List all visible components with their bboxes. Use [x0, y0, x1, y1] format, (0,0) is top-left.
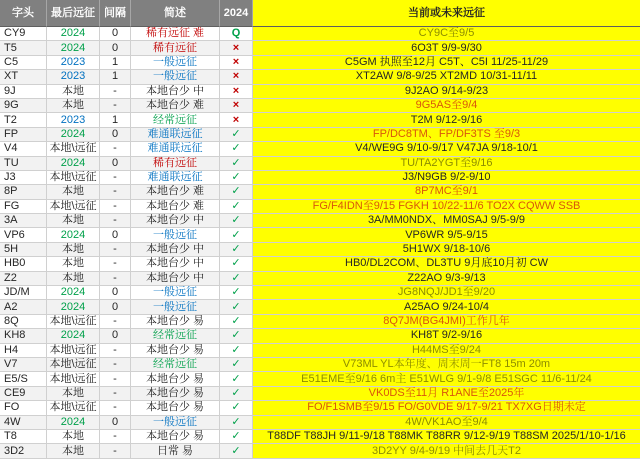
last-expedition-cell: 本地 [47, 99, 100, 113]
last-expedition-cell: 本地\远征 [47, 372, 100, 386]
interval-cell: 0 [100, 286, 131, 300]
summary-cell: 难通联远征 [131, 128, 220, 142]
last-expedition-cell: 本地 [47, 430, 100, 444]
status-2024-cell: ✓ [220, 243, 253, 257]
last-expedition-cell: 本地 [47, 85, 100, 99]
prefix-cell: T5 [0, 41, 47, 55]
table-row [0, 243, 640, 257]
summary-cell: 难通联远征 [131, 142, 220, 156]
interval-cell: - [100, 85, 131, 99]
interval-cell: - [100, 387, 131, 401]
status-2024-cell: ✓ [220, 444, 253, 458]
interval-cell: - [100, 315, 131, 329]
status-2024-cell: × [220, 99, 253, 113]
interval-cell: - [100, 142, 131, 156]
interval-cell: 0 [100, 128, 131, 142]
table-row [0, 430, 640, 444]
header-interval: 间隔 [100, 0, 131, 27]
summary-cell: 本地台少 易 [131, 430, 220, 444]
current-expedition-cell: JG8NQJ/JD1至9/20 [253, 286, 640, 300]
interval-cell: 1 [100, 56, 131, 70]
table-row [0, 56, 640, 70]
last-expedition-cell: 本地\远征 [47, 358, 100, 372]
current-expedition-cell: VP6WR 9/5-9/15 [253, 228, 640, 242]
prefix-cell: T2 [0, 113, 47, 127]
status-2024-cell: ✓ [220, 257, 253, 271]
prefix-cell: 9G [0, 99, 47, 113]
interval-cell: 1 [100, 70, 131, 84]
prefix-cell: 8Q [0, 315, 47, 329]
summary-cell: 本地台少 易 [131, 344, 220, 358]
current-expedition-cell: V73ML YL本年度、周末周一FT8 15m 20m [253, 358, 640, 372]
interval-cell: 0 [100, 228, 131, 242]
prefix-cell: CE9 [0, 387, 47, 401]
current-expedition-cell: FP/DC8TM、FP/DF3TS 至9/3 [253, 128, 640, 142]
prefix-cell: FG [0, 200, 47, 214]
interval-cell: - [100, 444, 131, 458]
interval-cell: - [100, 99, 131, 113]
current-expedition-cell: 5H1WX 9/18-10/6 [253, 243, 640, 257]
prefix-cell: FO [0, 401, 47, 415]
prefix-cell: A2 [0, 300, 47, 314]
summary-cell: 一般远征 [131, 228, 220, 242]
table-row [0, 401, 640, 415]
interval-cell: - [100, 372, 131, 386]
last-expedition-cell: 本地 [47, 243, 100, 257]
table-row [0, 416, 640, 430]
table-row [0, 372, 640, 386]
interval-cell: 0 [100, 300, 131, 314]
last-expedition-cell: 本地\远征 [47, 315, 100, 329]
prefix-cell: KH8 [0, 329, 47, 343]
summary-cell: 一般远征 [131, 286, 220, 300]
status-2024-cell: ✓ [220, 272, 253, 286]
table-row [0, 171, 640, 185]
summary-cell: 一般远征 [131, 70, 220, 84]
table-row [0, 329, 640, 343]
prefix-cell: VP6 [0, 228, 47, 242]
table-row [0, 286, 640, 300]
status-2024-cell: ✓ [220, 171, 253, 185]
table-row [0, 344, 640, 358]
summary-cell: 稀有远征 [131, 157, 220, 171]
prefix-cell: FP [0, 128, 47, 142]
summary-cell: 本地台少 中 [131, 85, 220, 99]
interval-cell: - [100, 401, 131, 415]
summary-cell: 一般远征 [131, 56, 220, 70]
prefix-cell: 8P [0, 185, 47, 199]
current-expedition-cell: HB0/DL2COM、DL3TU 9月底10月初 CW [253, 257, 640, 271]
status-2024-cell: ✓ [220, 200, 253, 214]
prefix-cell: 3A [0, 214, 47, 228]
current-expedition-cell: FG/F4IDN至9/15 FGKH 10/22-11/6 TO2X CQWW SSB [253, 200, 640, 214]
prefix-cell: C5 [0, 56, 47, 70]
status-2024-cell: ✓ [220, 300, 253, 314]
current-expedition-cell: 4W/VK1AO至9/4 [253, 416, 640, 430]
status-2024-cell: ✓ [220, 157, 253, 171]
table-row [0, 358, 640, 372]
status-2024-cell: ✓ [220, 430, 253, 444]
summary-cell: 本地台少 难 [131, 200, 220, 214]
interval-cell: 1 [100, 113, 131, 127]
status-2024-cell: ✓ [220, 142, 253, 156]
current-expedition-cell: FO/F1SMB至9/15 FO/G0VDE 9/17-9/21 TX7XG日期未定 [253, 401, 640, 415]
table-row [0, 315, 640, 329]
interval-cell: - [100, 430, 131, 444]
last-expedition-cell: 2024 [47, 416, 100, 430]
summary-cell: 经常远征 [131, 329, 220, 343]
current-expedition-cell: C5GM 执照至12月 C5T、C5I 11/25-11/29 [253, 56, 640, 70]
current-expedition-cell: XT2AW 9/8-9/25 XT2MD 10/31-11/11 [253, 70, 640, 84]
last-expedition-cell: 本地\远征 [47, 142, 100, 156]
current-expedition-cell: VK0DS至11月 R1ANE至2025年 [253, 387, 640, 401]
interval-cell: - [100, 257, 131, 271]
last-expedition-cell: 本地 [47, 257, 100, 271]
interval-cell: - [100, 272, 131, 286]
summary-cell: 本地台少 易 [131, 401, 220, 415]
summary-cell: 本地台少 中 [131, 272, 220, 286]
prefix-cell: H4 [0, 344, 47, 358]
current-expedition-cell: 8Q7JM(BG4JMI)工作几年 [253, 315, 640, 329]
header-current-expedition: 当前或未来远征 [253, 0, 640, 27]
summary-cell: 一般远征 [131, 300, 220, 314]
current-expedition-cell: Z22AO 9/3-9/13 [253, 272, 640, 286]
last-expedition-cell: 本地\远征 [47, 344, 100, 358]
table-body [0, 27, 640, 459]
summary-cell: 本地台少 易 [131, 387, 220, 401]
table-row [0, 214, 640, 228]
interval-cell: - [100, 200, 131, 214]
current-expedition-cell: J3/N9GB 9/2-9/10 [253, 171, 640, 185]
summary-cell: 稀有远征 [131, 41, 220, 55]
prefix-cell: TU [0, 157, 47, 171]
header-last-expedition: 最后远征 [47, 0, 100, 27]
table-row [0, 70, 640, 84]
prefix-cell: 5H [0, 243, 47, 257]
last-expedition-cell: 2024 [47, 157, 100, 171]
last-expedition-cell: 2024 [47, 27, 100, 41]
table-row [0, 142, 640, 156]
table-row [0, 387, 640, 401]
summary-cell: 日常 易 [131, 444, 220, 458]
last-expedition-cell: 本地\远征 [47, 200, 100, 214]
interval-cell: 0 [100, 416, 131, 430]
current-expedition-cell: 9G5AS至9/4 [253, 99, 640, 113]
table-row [0, 185, 640, 199]
status-2024-cell: ✓ [220, 286, 253, 300]
prefix-cell: 3D2 [0, 444, 47, 458]
status-2024-cell: × [220, 56, 253, 70]
summary-cell: 本地台少 易 [131, 315, 220, 329]
summary-cell: 难通联远征 [131, 171, 220, 185]
prefix-cell: 4W [0, 416, 47, 430]
summary-cell: 本地台少 中 [131, 214, 220, 228]
table-row [0, 228, 640, 242]
table-row [0, 85, 640, 99]
summary-cell: 本地台少 难 [131, 185, 220, 199]
current-expedition-cell: CY9C至9/5 [253, 27, 640, 41]
table-row [0, 300, 640, 314]
last-expedition-cell: 本地 [47, 272, 100, 286]
last-expedition-cell: 2024 [47, 41, 100, 55]
summary-cell: 一般远征 [131, 416, 220, 430]
interval-cell: - [100, 344, 131, 358]
status-2024-cell: × [220, 113, 253, 127]
table-row [0, 41, 640, 55]
current-expedition-cell: TU/TA2YGT至9/16 [253, 157, 640, 171]
header-year-2024: 2024 [220, 0, 253, 27]
status-2024-cell: ✓ [220, 401, 253, 415]
status-2024-cell: ✓ [220, 416, 253, 430]
last-expedition-cell: 本地\远征 [47, 171, 100, 185]
interval-cell: 0 [100, 27, 131, 41]
current-expedition-cell: 3D2YY 9/4-9/19 中间去几天T2 [253, 444, 640, 458]
last-expedition-cell: 2024 [47, 128, 100, 142]
summary-cell: 本地台少 易 [131, 372, 220, 386]
prefix-cell: HB0 [0, 257, 47, 271]
status-2024-cell: × [220, 70, 253, 84]
current-expedition-cell: V4/WE9G 9/10-9/17 V47JA 9/18-10/1 [253, 142, 640, 156]
interval-cell: - [100, 185, 131, 199]
interval-cell: 0 [100, 41, 131, 55]
prefix-cell: XT [0, 70, 47, 84]
summary-cell: 本地台少 难 [131, 99, 220, 113]
summary-cell: 经常远征 [131, 358, 220, 372]
status-2024-cell: ✓ [220, 358, 253, 372]
status-2024-cell: ✓ [220, 185, 253, 199]
table-row [0, 200, 640, 214]
current-expedition-cell: A25AO 9/24-10/4 [253, 300, 640, 314]
current-expedition-cell: T2M 9/12-9/16 [253, 113, 640, 127]
last-expedition-cell: 2024 [47, 300, 100, 314]
status-2024-cell: × [220, 85, 253, 99]
current-expedition-cell: E51EME至9/16 6m主 E51WLG 9/1-9/8 E51SGC 11/6-11/24 [253, 372, 640, 386]
prefix-cell: V4 [0, 142, 47, 156]
last-expedition-cell: 本地\远征 [47, 401, 100, 415]
current-expedition-cell: KH8T 9/2-9/16 [253, 329, 640, 343]
last-expedition-cell: 本地 [47, 444, 100, 458]
current-expedition-cell: 9J2AO 9/14-9/23 [253, 85, 640, 99]
current-expedition-cell: 6O3T 9/9-9/30 [253, 41, 640, 55]
summary-cell: 本地台少 中 [131, 243, 220, 257]
status-2024-cell: ✓ [220, 315, 253, 329]
status-2024-cell: ✓ [220, 372, 253, 386]
current-expedition-cell: 8P7MC至9/1 [253, 185, 640, 199]
summary-cell: 经常远征 [131, 113, 220, 127]
interval-cell: - [100, 358, 131, 372]
interval-cell: - [100, 171, 131, 185]
last-expedition-cell: 本地 [47, 185, 100, 199]
table-row [0, 27, 640, 41]
interval-cell: - [100, 214, 131, 228]
status-2024-cell: ✓ [220, 329, 253, 343]
prefix-cell: T8 [0, 430, 47, 444]
status-2024-cell: Q [220, 27, 253, 41]
table-row [0, 113, 640, 127]
last-expedition-cell: 本地 [47, 214, 100, 228]
header-prefix: 字头 [0, 0, 47, 27]
prefix-cell: J3 [0, 171, 47, 185]
table-row [0, 444, 640, 458]
last-expedition-cell: 2024 [47, 329, 100, 343]
interval-cell: 0 [100, 329, 131, 343]
prefix-cell: CY9 [0, 27, 47, 41]
interval-cell: - [100, 243, 131, 257]
table-row [0, 257, 640, 271]
prefix-cell: V7 [0, 358, 47, 372]
prefix-cell: 9J [0, 85, 47, 99]
status-2024-cell: ✓ [220, 387, 253, 401]
prefix-cell: Z2 [0, 272, 47, 286]
table-row [0, 272, 640, 286]
status-2024-cell: ✓ [220, 344, 253, 358]
last-expedition-cell: 2023 [47, 113, 100, 127]
header-summary: 简述 [131, 0, 220, 27]
status-2024-cell: ✓ [220, 128, 253, 142]
table-row [0, 128, 640, 142]
last-expedition-cell: 本地 [47, 387, 100, 401]
current-expedition-cell: H44MS至9/24 [253, 344, 640, 358]
status-2024-cell: ✓ [220, 228, 253, 242]
last-expedition-cell: 2023 [47, 56, 100, 70]
header-row [0, 0, 640, 27]
summary-cell: 稀有远征 难 [131, 27, 220, 41]
status-2024-cell: × [220, 41, 253, 55]
table-row [0, 99, 640, 113]
current-expedition-cell: 3A/MM0NDX、MM0SAJ 9/5-9/9 [253, 214, 640, 228]
last-expedition-cell: 2024 [47, 286, 100, 300]
status-2024-cell: ✓ [220, 214, 253, 228]
table-row [0, 157, 640, 171]
prefix-cell: JD/M [0, 286, 47, 300]
prefix-cell: E5/S [0, 372, 47, 386]
summary-cell: 本地台少 中 [131, 257, 220, 271]
last-expedition-cell: 2024 [47, 228, 100, 242]
last-expedition-cell: 2023 [47, 70, 100, 84]
current-expedition-cell: T88DF T88JH 9/11-9/18 T88MK T88RR 9/12-9/19 T88SM 2025/1/10-1/16 [253, 430, 640, 444]
interval-cell: 0 [100, 157, 131, 171]
